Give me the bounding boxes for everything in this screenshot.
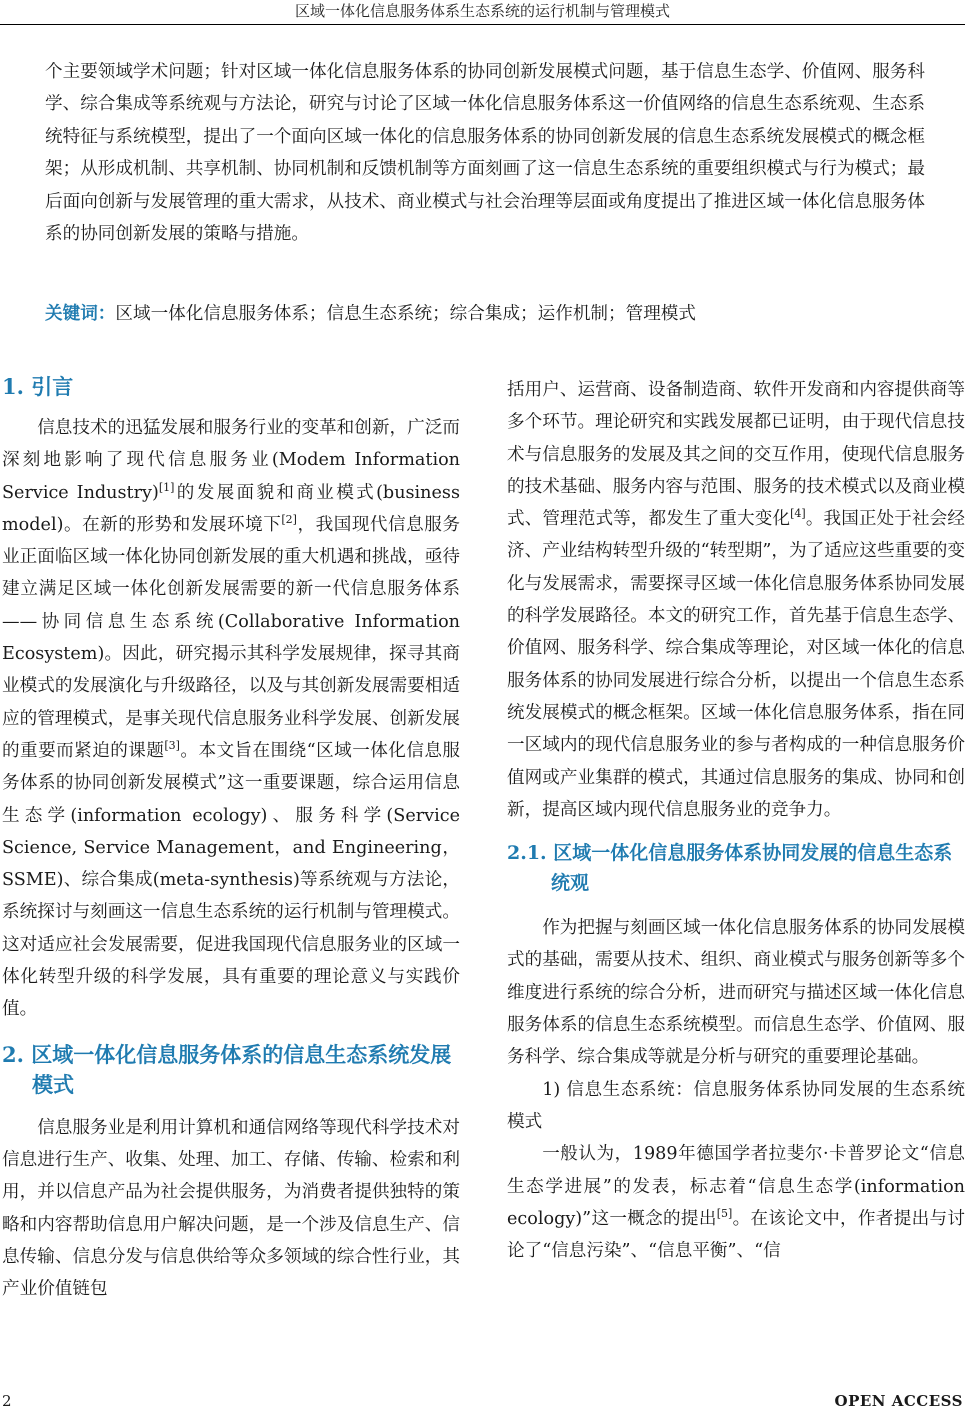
section-2-paragraph: 信息服务业是利用计算机和通信网络等现代科学技术对信息进行生产、收集、处理、加工、存储、传输、检索和利用，并以信息产品为社会提供服务，为消费者提供独特的策略和内容帮助信息用户解决问题，是一个涉及信息生产、信息传输、信息分发与信息供给等众多领域的综合性行业，其产业价值链包	[2, 1117, 460, 1300]
page-number: 2	[2, 1392, 12, 1410]
ecology-text-1: 一般认为，1989年德国学者拉斐尔·卡普罗论文“信息生态学进展”的发表，标志着“信息生态学(information ecology)”这一概念的提出	[507, 1144, 965, 1229]
ecology-text-2: 。在该论文中，作者提出与讨论了“信息污染”、“信息平衡”、“信	[507, 1208, 965, 1262]
section-2-paragraph-continued	[507, 374, 965, 826]
citation-3: [3]	[164, 739, 180, 753]
intro-paragraph	[2, 412, 460, 1026]
running-header	[0, 0, 965, 25]
section-2-1-paragraph: 作为把握与刻画区域一体化信息服务体系的协同发展模式的基础，需要从技术、组织、商业模式与服务创新等多个维度进行系统的综合分析，进而研究与描述区域一体化信息服务体系的信息生态系统模型。而信息生态学、价值网、服务科学、综合集成等就是分析与研究的重要理论基础。	[507, 918, 965, 1068]
left-column	[2, 372, 460, 1305]
intro-text-1: 信息技术的迅猛发展和服务行业的变革和创新，广泛而深刻地影响了现代信息服务业(Modem Information Service Industry)	[2, 418, 460, 503]
abstract-text: 个主要领域学术问题；针对区域一体化信息服务体系的协同创新发展模式问题，基于信息生态学、价值网、服务科学、综合集成等系统观与方法论，研究与讨论了区域一体化信息服务体系这一价值网络的信息生态系统观、生态系统特征与系统模型，提出了一个面向区域一体化的信息服务体系的协同创新发展的信息生态系统发展模式的概念框架；从形成机制、共享机制、协同机制和反馈机制等方面刻画了这一信息生态系统的重要组织模式与行为模式；最后面向创新与发展管理的重大需求，从技术、商业模式与社会治理等层面或角度提出了推进区域一体化信息服务体系的协同创新发展的策略与措施。	[45, 62, 925, 245]
citation-2: [2]	[281, 513, 297, 527]
right-column	[507, 374, 965, 1267]
intro-text-2: 的发展面貌和商业模式(business model)。在新的形势和发展环境下	[2, 482, 460, 535]
running-title: 区域一体化信息服务体系生态系统的运行机制与管理模式	[294, 2, 670, 20]
section-1-heading: 1. 引言	[2, 374, 74, 399]
keywords	[45, 298, 925, 330]
intro-text-3: ，我国现代信息服务业正面临区域一体化协同创新发展的重大机遇和挑战，亟待建立满足区域一体化创新发展需要的新一代信息服务体系——协同信息生态系统(Collaborative Information Ecosystem)。因此，研究揭示其科学发展规律，探寻其商业模式的发展演化与升级路径，以及与其创新发展需要相适应的管理模式，是事关现代信息服务业科学发展、创新发展的重要而紧迫的课题	[2, 514, 460, 761]
citation-4: [4]	[790, 507, 806, 521]
list-item-1: 1) 信息生态系统：信息服务体系协同发展的生态系统模式	[507, 1079, 965, 1132]
information-ecology-paragraph	[507, 1138, 965, 1267]
citation-1: [1]	[158, 480, 175, 494]
continued-text-1: 括用户、运营商、设备制造商、软件开发商和内容提供商等多个环节。理论研究和实践发展都已证明，由于现代信息技术与信息服务的发展及其之间的交互作用，使现代信息服务的技术基础、服务内容与范围、服务的技术模式以及商业模式、管理范式等，都发生了重大变化	[507, 380, 965, 530]
keywords-text: 区域一体化信息服务体系；信息生态系统；综合集成；运作机制；管理模式	[115, 304, 696, 324]
continued-text-2: 。我国正处于社会经济、产业结构转型升级的“转型期”，为了适应这些重要的变化与发展需求，需要探寻区域一体化信息服务体系协同发展的科学发展路径。本文的研究工作，首先基于信息生态学、价值网、服务科学、综合集成等理论，对区域一体化的信息服务体系的协同发展进行综合分析，以提出一个信息生态系统发展模式的概念框架。区域一体化信息服务体系，指在同一区域内的现代信息服务业的参与者构成的一种信息服务价值网或产业集群的模式，其通过信息服务的集成、协同和创新，提高区域内现代信息服务业的竞争力。	[507, 509, 965, 820]
intro-text-4: 。本文旨在围绕“区域一体化信息服务体系的协同创新发展模式”这一重要课题，综合运用信息生态学(information ecology)、服务科学(Service Science, Service Management，and Engineering，SSME)、综合集成(meta-synthesis)等系统观与方法论，系统探讨与刻画这一信息生态系统的运行机制与管理模式。这对适应社会发展需要，促进我国现代信息服务业的区域一体化转型升级的科学发展，具有重要的理论意义与实践价值。	[2, 740, 460, 1020]
citation-5: [5]	[716, 1206, 733, 1220]
open-access-label: OPEN ACCESS	[834, 1392, 963, 1410]
section-2-heading: 2. 区域一体化信息服务体系的信息生态系统发展模式	[2, 1041, 452, 1097]
keywords-label: 关键词：	[45, 303, 116, 324]
section-2-1-heading: 2.1. 区域一体化信息服务体系协同发展的信息生态系统观	[507, 842, 953, 895]
